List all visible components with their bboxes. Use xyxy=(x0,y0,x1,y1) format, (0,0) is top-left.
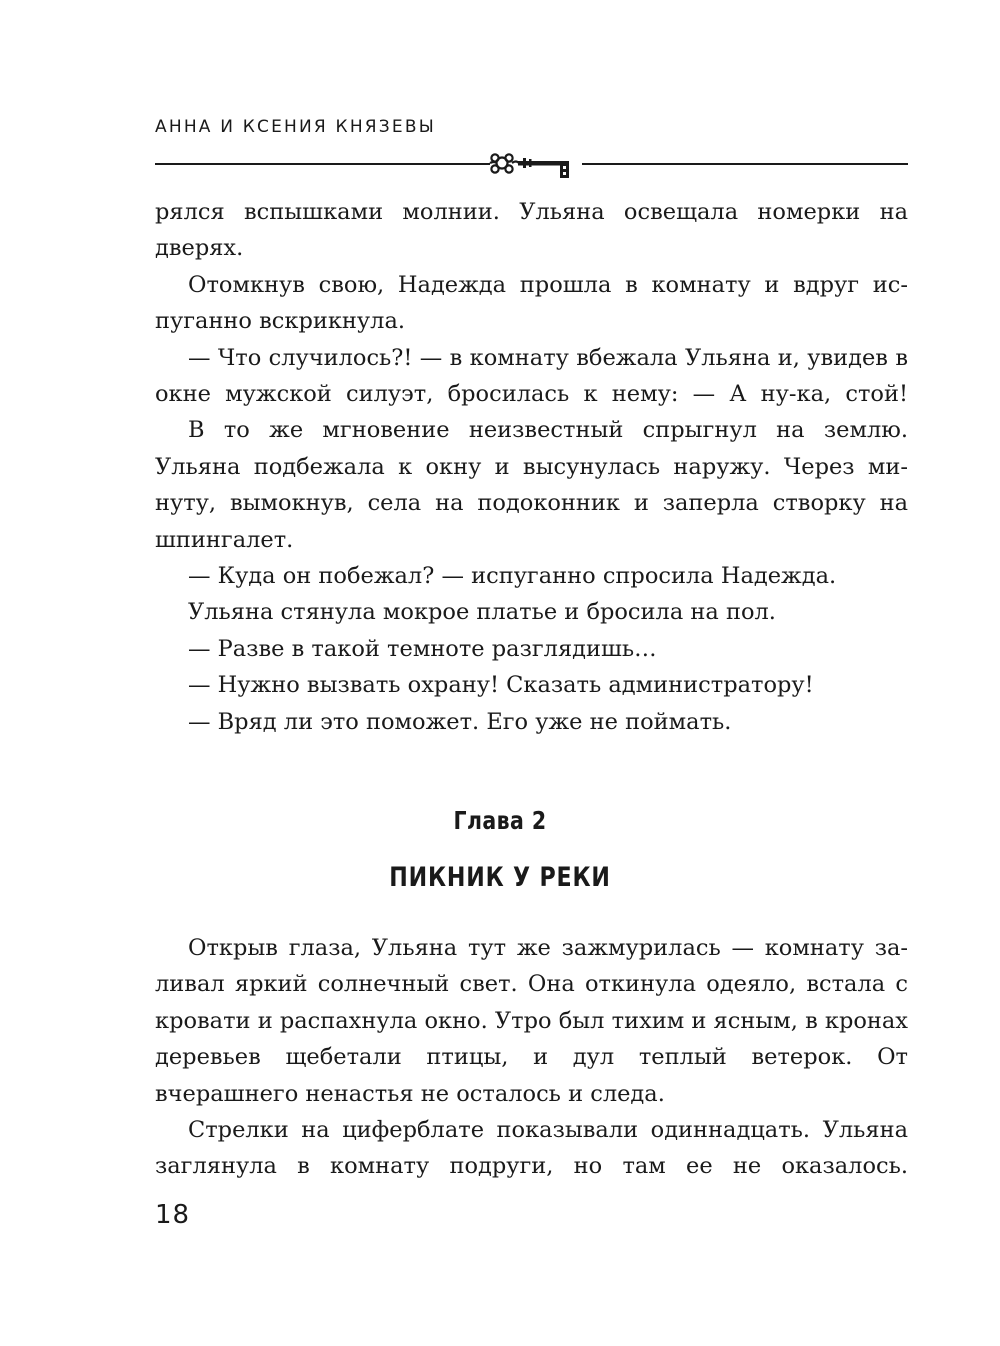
running-head: АННА И КСЕНИЯ КНЯЗЕВЫ xyxy=(155,117,436,137)
paragraph: — Разве в такой темноте разглядишь… xyxy=(188,635,657,662)
paragraph: Стрелки на циферблате показывали одиннадцать. Ульяна заглянула в комнату подруги, но там ее не оказалось. xyxy=(155,1117,908,1180)
header-rule-right xyxy=(582,163,908,165)
paragraph: Ульяна стянула мокрое платье и бросила на пол. xyxy=(188,599,776,626)
chapter-title: ПИКНИК У РЕКИ xyxy=(389,862,611,893)
paragraph: — Нужно вызвать охрану! Сказать администратору! xyxy=(188,672,814,699)
paragraph: Отомкнув свою, Надежда прошла в комнату и вдруг испуганно вскрикнула. xyxy=(155,271,908,335)
key-icon xyxy=(488,150,584,182)
paragraph: — Что случилось?! — в комнату вбежала Ульяна и, увидев в окне мужской силуэт, бросилась к нему: — А ну-ка, стой! xyxy=(155,344,908,408)
paragraph: В то же мгновение неизвестный спрыгнул на землю. Ульяна подбежала к окну и высунулась наружу. Через минуту, вымокнув, села на подоконник и заперла створку на шпингалет. xyxy=(155,417,908,553)
paragraph: Открыв глаза, Ульяна тут же зажмурилась — комнату заливал яркий солнечный свет. Она откинула одеяло, встала с кровати и распахнула окно. Утро был тихим и ясным, в кронах деревьев щебетали птицы, и дул теплый ветерок. От вчерашнего ненастья не осталось и следа. xyxy=(155,935,908,1107)
paragraph: — Вряд ли это поможет. Его уже не поймать. xyxy=(188,708,732,735)
paragraph: — Куда он побежал? — испуганно спросила Надежда. xyxy=(188,563,837,590)
header-rule-left xyxy=(155,163,490,165)
text-block-before-chapter xyxy=(155,194,908,740)
page-number: 18 xyxy=(155,1200,191,1230)
chapter-number: Глава 2 xyxy=(453,806,547,835)
text-block-after-chapter xyxy=(155,930,908,1185)
paragraph: рялся вспышками молнии. Ульяна освещала номерки на дверях. xyxy=(155,199,908,262)
